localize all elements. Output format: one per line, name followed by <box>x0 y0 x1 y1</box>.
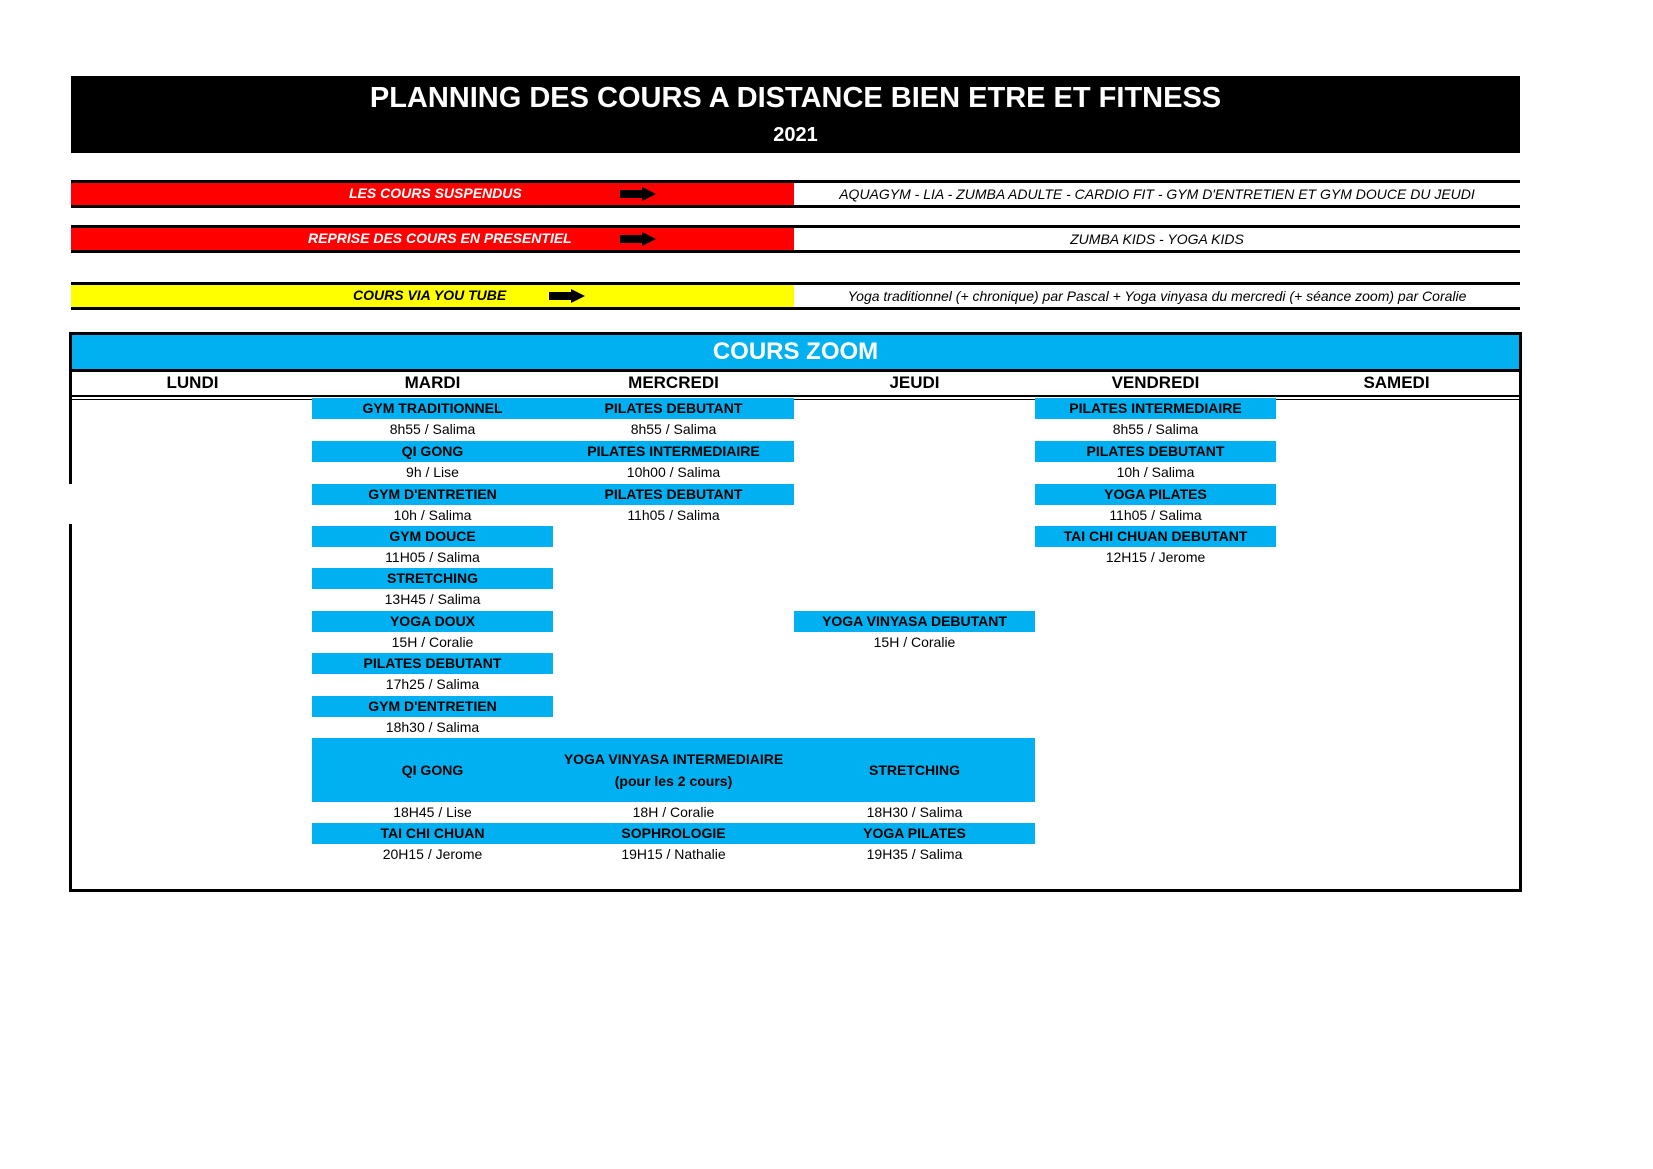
course-title: GYM D'ENTRETIEN <box>312 484 553 505</box>
course-title: YOGA DOUX <box>312 611 553 632</box>
course-title: PILATES DEBUTANT <box>553 398 794 419</box>
course-title: STRETCHING <box>312 568 553 589</box>
course-time: 11H05 / Salima <box>385 549 480 565</box>
arrow-right-icon <box>620 187 656 201</box>
suspended-value: AQUAGYM - LIA - ZUMBA ADULTE - CARDIO FIT - GYM D'ENTRETIEN ET GYM DOUCE DU JEUDI <box>839 186 1475 202</box>
arrow-right-icon <box>620 232 656 246</box>
day-header-samedi: SAMEDI <box>1363 373 1430 392</box>
course-time: 11h05 / Salima <box>627 507 720 523</box>
zoom-title: COURS ZOOM <box>72 335 1519 369</box>
course-time: 18H30 / Salima <box>866 804 963 820</box>
course-title: TAI CHI CHUAN DEBUTANT <box>1035 526 1276 547</box>
day-header-vendredi: VENDREDI <box>1111 373 1200 392</box>
course-title: PILATES INTERMEDIAIRE <box>553 441 794 462</box>
course-time: 18H / Coralie <box>632 804 715 820</box>
youtube-label-cell <box>71 285 794 307</box>
course-time: 11h05 / Salima <box>1109 507 1202 523</box>
course-title: SOPHROLOGIE <box>553 823 794 844</box>
course-time: 19H35 / Salima <box>866 846 963 862</box>
suspended-label: LES COURS SUSPENDUS <box>349 185 522 201</box>
course-title: QI GONG <box>312 441 553 462</box>
course-title: YOGA VINYASA INTERMEDIAIRE <box>563 751 784 767</box>
course-time: 8h55 / Salima <box>630 421 717 437</box>
day-header-mercredi: MERCREDI <box>628 373 719 392</box>
resumed-label: REPRISE DES COURS EN PRESENTIEL <box>308 230 572 246</box>
course-time: 8h55 / Salima <box>1112 421 1199 437</box>
youtube-bar <box>71 282 1520 310</box>
course-time: 20H15 / Jerome <box>382 846 483 862</box>
divider <box>72 369 1519 372</box>
course-title: YOGA PILATES <box>794 823 1035 844</box>
course-time: 13H45 / Salima <box>384 591 481 607</box>
course-title: GYM DOUCE <box>312 526 553 547</box>
suspended-label-cell <box>71 183 794 205</box>
course-title: YOGA VINYASA DEBUTANT <box>794 611 1035 632</box>
resumed-label-cell <box>71 228 794 250</box>
course-time: 18H45 / Lise <box>393 804 472 820</box>
divider <box>72 395 1519 397</box>
day-header-lundi: LUNDI <box>166 373 219 392</box>
resumed-bar <box>71 225 1520 253</box>
day-header-jeudi: JEUDI <box>889 373 940 392</box>
resumed-value: ZUMBA KIDS - YOGA KIDS <box>1070 231 1244 247</box>
frame-gap <box>66 484 74 524</box>
suspended-bar <box>71 180 1520 208</box>
course-time: 15H / Coralie <box>873 634 956 650</box>
course-title: YOGA PILATES <box>1035 484 1276 505</box>
course-title: PILATES DEBUTANT <box>553 484 794 505</box>
course-time: 15H / Coralie <box>391 634 474 650</box>
course-time: 18h30 / Salima <box>385 719 480 735</box>
course-title: PILATES DEBUTANT <box>312 653 553 674</box>
course-title: PILATES DEBUTANT <box>1035 441 1276 462</box>
course-title: TAI CHI CHUAN <box>312 823 553 844</box>
course-time: 10h / Salima <box>393 507 472 523</box>
course-title: STRETCHING <box>869 762 960 778</box>
page-title: PLANNING DES COURS A DISTANCE BIEN ETRE ET FITNESS <box>369 82 1222 114</box>
course-title: GYM D'ENTRETIEN <box>312 696 553 717</box>
course-time: 8h55 / Salima <box>389 421 476 437</box>
youtube-value: Yoga traditionnel (+ chronique) par Pascal + Yoga vinyasa du mercredi (+ séance zoom) par Coralie <box>847 288 1467 304</box>
youtube-label: COURS VIA YOU TUBE <box>353 287 507 303</box>
page-header <box>71 76 1520 153</box>
arrow-right-icon <box>549 289 585 303</box>
day-header-mardi: MARDI <box>404 373 461 392</box>
course-title: QI GONG <box>401 762 464 778</box>
course-time: 12H15 / Jerome <box>1105 549 1206 565</box>
page-year: 2021 <box>773 124 818 146</box>
course-title: GYM TRADITIONNEL <box>312 398 553 419</box>
course-time: 9h / Lise <box>406 464 459 480</box>
course-time: 17h25 / Salima <box>385 676 480 692</box>
course-time: 10h00 / Salima <box>626 464 721 480</box>
course-note: (pour les 2 cours) <box>614 773 733 789</box>
course-time: 19H15 / Nathalie <box>621 846 726 862</box>
divider <box>72 399 1519 400</box>
course-title: PILATES INTERMEDIAIRE <box>1035 398 1276 419</box>
course-time: 10h / Salima <box>1116 464 1195 480</box>
